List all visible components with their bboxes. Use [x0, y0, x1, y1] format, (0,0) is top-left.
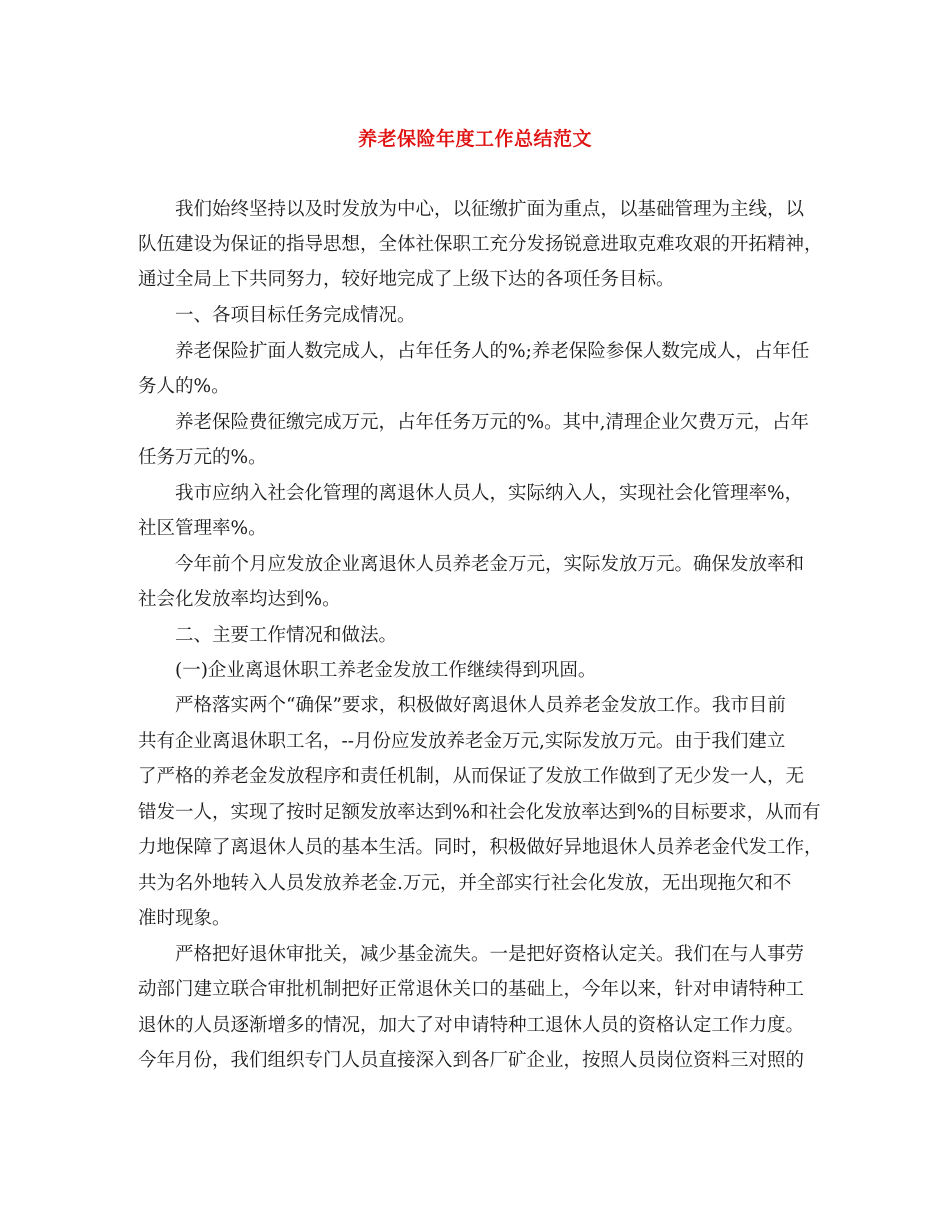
paragraph-line: 我市应纳入社会化管理的离退休人员人，实际纳入人，实现社会化管理率%， [175, 483, 804, 504]
document-title: 养老保险年度工作总结范文 [357, 128, 592, 150]
paragraph-line: 今年月份，我们组织专门人员直接深入到各厂矿企业，按照人员岗位资料三对照的 [138, 1050, 805, 1071]
section-heading: 一、各项目标任务完成情况。 [175, 305, 416, 326]
paragraph-line: 共有企业离退休职工名，--月份应发放养老金万元,实际发放万元。由于我们建立 [138, 731, 786, 752]
paragraph-line: 社区管理率%。 [138, 518, 267, 539]
paragraph-line: 严格把好退休审批关，减少基金流失。一是把好资格认定关。我们在与人事劳 [175, 944, 805, 965]
paragraph-line: 严格落实两个“确保”要求，积极做好离退休人员养老金发放工作。我市目前 [175, 695, 786, 716]
paragraph-line: 准时现象。 [138, 908, 231, 929]
paragraph-line: 退休的人员逐渐增多的情况，加大了对申请特种工退休人员的资格认定工作力度。 [138, 1015, 805, 1036]
paragraph-line: 务人的%。 [138, 376, 230, 397]
paragraph-line: 动部门建立联合审批机制把好正常退休关口的基础上，今年以来，针对申请特种工 [138, 979, 805, 1000]
paragraph-line: 力地保障了离退休人员的基本生活。同时，积极做好异地退休人员养老金代发工作， [138, 837, 823, 858]
paragraph-line: 今年前个月应发放企业离退休人员养老金万元，实际发放万元。确保发放率和 [175, 554, 805, 575]
paragraph-line: 共为名外地转入人员发放养老金.万元，并全部实行社会化发放，无出现拖欠和不 [138, 873, 792, 894]
paragraph-line: 错发一人，实现了按时足额发放率达到%和社会化发放率达到%的目标要求，从而有 [138, 802, 821, 823]
paragraph-line: 了严格的养老金发放程序和责任机制，从而保证了发放工作做到了无少发一人，无 [138, 766, 805, 787]
paragraph-line: 通过全局上下共同努力，较好地完成了上级下达的各项任务目标。 [138, 269, 675, 290]
paragraph-line: 社会化发放率均达到%。 [138, 589, 341, 610]
subsection-heading: (一)企业离退休职工养老金发放工作继续得到巩固。 [175, 660, 597, 681]
paragraph-line: 养老保险扩面人数完成人，占年任务人的%;养老保险参保人数完成人，占年任 [175, 341, 810, 362]
paragraph-line: 养老保险费征缴完成万元，占年任务万元的%。其中,清理企业欠费万元，占年 [175, 412, 809, 433]
paragraph-line: 任务万元的%。 [138, 447, 267, 468]
section-heading: 二、主要工作情况和做法。 [175, 625, 398, 646]
paragraph-line: 我们始终坚持以及时发放为中心，以征缴扩面为重点，以基础管理为主线，以 [175, 199, 805, 220]
paragraph-line: 队伍建设为保证的指导思想，全体社保职工充分发扬锐意进取克难攻艰的开拓精神， [138, 234, 823, 255]
